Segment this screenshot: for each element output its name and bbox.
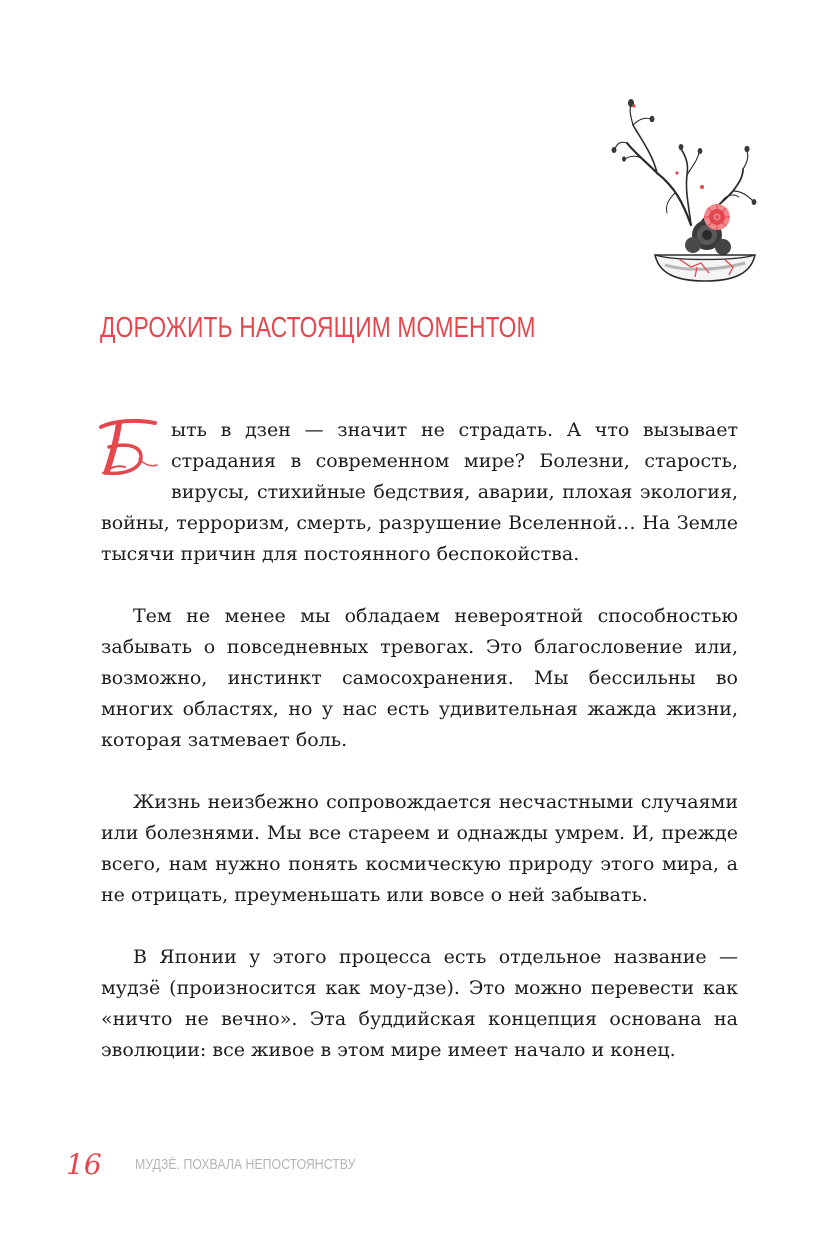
page-number: 16 bbox=[66, 1148, 102, 1181]
chapter-heading: ДОРОЖИТЬ НАСТОЯЩИМ МОМЕНТОМ bbox=[100, 312, 536, 344]
dropcap-char bbox=[95, 479, 96, 480]
paragraph-1-text: ыть в дзен — значит не страдать. А что вызывает страдания в современном мире? Болезни, старость, вирусы, стихийные бедствия, аварии, плохая экология, войны, терроризм, смерть, разрушение Вселенной… На Земле тысячи причин для постоянного беспокойства. bbox=[101, 419, 738, 565]
running-title: МУДЗЁ. ПОХВАЛА НЕПОСТОЯНСТВУ bbox=[135, 1157, 356, 1173]
dropcap-letter-icon bbox=[95, 417, 161, 479]
paragraph-1 bbox=[101, 415, 738, 570]
body-text bbox=[101, 415, 738, 1066]
dropcap bbox=[95, 417, 161, 479]
ikebana-illustration bbox=[605, 95, 765, 290]
paragraph-4: В Японии у этого процесса есть отдельное название — мудзё (произносится как моу-дзе). Это можно перевести как «ничто не вечно». Эта буддийская концепция основана на эволюции: все живое в этом мире имеет начало и конец. bbox=[101, 946, 738, 1061]
paragraph-3: Жизнь неизбежно сопровождается несчастными случаями или болезнями. Мы все стареем и однажды умрем. И, прежде всего, нам нужно понять космическую природу этого мира, а не отрицать, преуменьшать или вовсе о ней забывать. bbox=[101, 791, 738, 906]
paragraph-2: Тем не менее мы обладаем невероятной способностью забывать о повседневных тревогах. Это благословение или, возможно, инстинкт самосохранения. Мы бессильны во многих областях, но у нас есть удивительная жажда жизни, которая затмевает боль. bbox=[101, 605, 738, 751]
